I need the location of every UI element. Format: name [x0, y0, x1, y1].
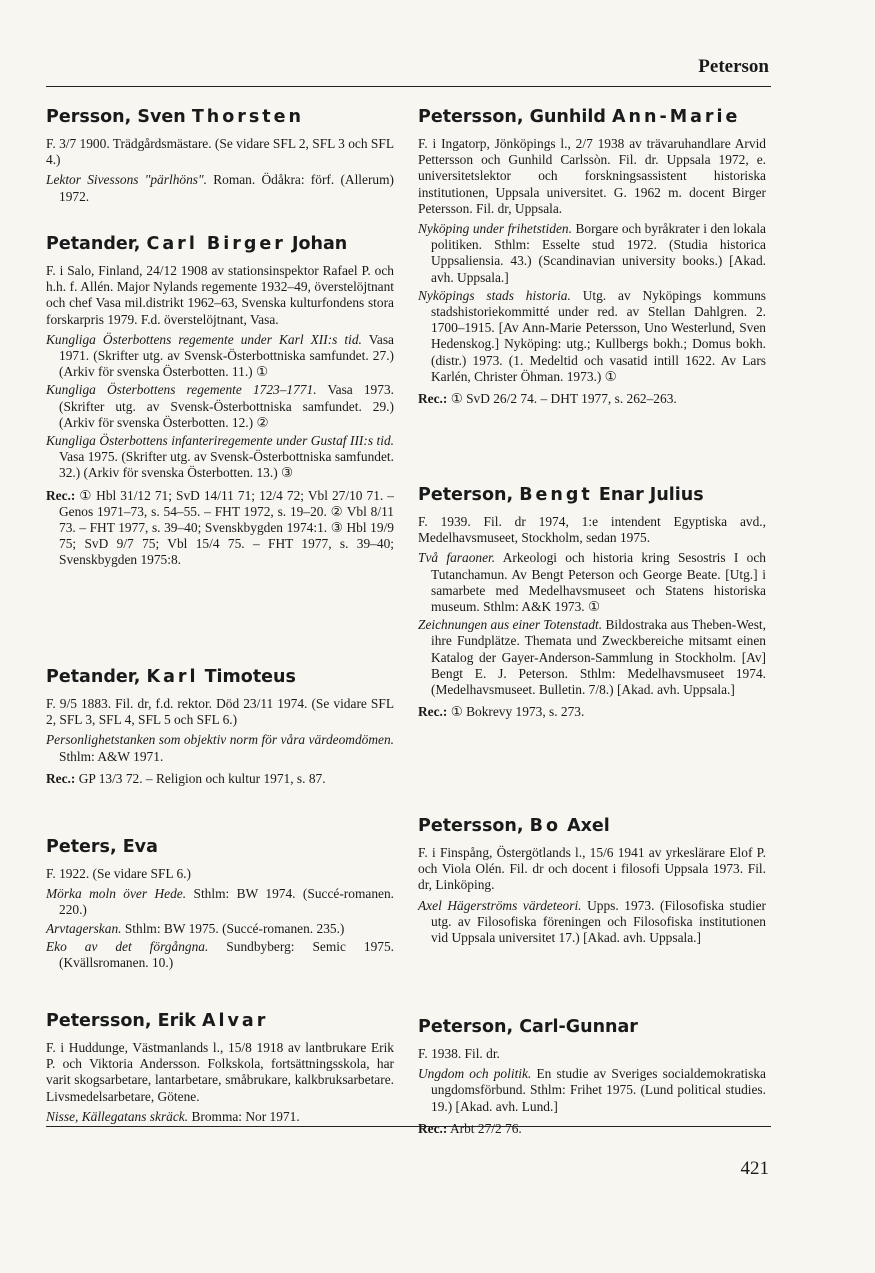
entry-bio: F. i Finspång, Östergötlands l., 15/6 1941 av yrkeslärare Elof P. och Viola Olén. Fil. dr och docent i filosofi Uppsala 1973. Fil. dr, Linköping. [418, 845, 766, 893]
reviews: Rec.: Arbt 27/2 76. [418, 1120, 522, 1136]
work-item: Kungliga Österbottens infanteriregemente under Gustaf III:s tid. Vasa 1975. (Skrifter utg. av Svensk-Österbottniska samfundet. 32.) (Arkiv för svenska Österbotten. 13.) ③ [46, 433, 394, 481]
entry-peters-eva [46, 836, 394, 973]
entry-bio: F. 1939. Fil. dr 1974, 1:e intendent Egyptiska avd., Medelhavsmuseet, Stockholm, sedan 1975. [418, 514, 766, 546]
work-item: Kungliga Österbottens regemente under Karl XII:s tid. Vasa 1971. (Skrifter utg. av Svensk-Österbottniska samfundet. 27.) (Arkiv för svenska Österbotten. 11.) ① [46, 331, 394, 380]
entry-bio: F. 3/7 1900. Trädgårdsmästare. (Se vidare SFL 2, SFL 3 och SFL 4.) [46, 136, 394, 168]
page-number: 421 [740, 1158, 769, 1179]
entry-petander-carl [46, 233, 394, 573]
work-item: Axel Hägerströms värdeteori. Upps. 1973. (Filosofiska studier utg. av Filosofiska föreningen och Filosofiska institutionen vid Uppsala universitet 17.) [Akad. avh. Uppsala.] [418, 897, 767, 946]
entry-peterson-carl-gunnar [418, 1016, 766, 1141]
entry-bio: F. 1922. (Se vidare SFL 6.) [46, 866, 191, 881]
running-head: Peterson [698, 56, 769, 77]
work-item: Eko av det förgångna. Sundbyberg: Semic 1975. (Kvällsromanen. 10.) [46, 938, 395, 971]
bottom-rule [46, 1126, 771, 1127]
entry-bio: F. 9/5 1883. Fil. dr, f.d. rektor. Död 23/11 1974. (Se vidare SFL 2, SFL 3, SFL 4, SFL 5 och SFL 6.) [46, 696, 394, 728]
entry-heading: Peters, Eva [46, 837, 158, 857]
entry-bio: F. i Ingatorp, Jönköpings l., 2/7 1938 av trävaruhandlare Arvid Pettersson och Gunhild Carlssòn. Fil. dr. Uppsala 1972, e. universitetslektor och forskningsassistent historiska institutionen, Uppsala universitet. G. 1962 m. docent Birger Petersson. Fil. dr, Uppsala. [418, 136, 766, 216]
work-item: Kungliga Österbottens regemente 1723–1771. Vasa 1973. (Skrifter utg. av Svensk-Österbottniska samfundet. 29.) (Arkiv för svenska Österbotten. 12.) ② [46, 382, 394, 430]
entry-bio: F. 1938. Fil. dr. [418, 1046, 500, 1061]
entry-peterson-bengt [418, 484, 766, 724]
entry-heading: Peterson, Carl-Gunnar [418, 1017, 638, 1037]
top-rule [46, 86, 771, 87]
reviews: Rec.: ① Bokrevy 1973, s. 273. [418, 704, 585, 720]
entry-petander-karl [46, 666, 394, 791]
entry-bio: F. i Salo, Finland, 24/12 1908 av stationsinspektor Rafael P. och h.h. f. Allén. Major Nylands regemente 1932–49, överstelöjtnant och chef Vasa mil.distrikt 1962–63, Svenska kulturfondens stora forskarpris 1979. F.d. överstelöjtnant, Vasa. [46, 263, 394, 327]
reviews: Rec.: ① SvD 26/2 74. – DHT 1977, s. 262–263. [418, 391, 677, 407]
entry-petersson-erik [46, 1010, 394, 1127]
work-item: Personlighetstanken som objektiv norm för våra värdeomdömen. Sthlm: A&W 1971. [46, 732, 394, 764]
work-item: Arvtagerskan. Sthlm: BW 1975. (Succé-romanen. 235.) [46, 920, 345, 936]
work-item: Nyköping under frihetstiden. Borgare och byråkrater i den lokala politiken. Sthlm: Esselte stud 1972. (Studia historica Uppsaliensia. 43.) (Scandinavian university books.) [Akad. avh. Uppsala.] [418, 221, 767, 285]
entry-heading: Persson, Sven Thorsten [46, 107, 304, 127]
work-item: Nisse, Källegatans skräck. Bromma: Nor 1971. [46, 1108, 300, 1124]
entry-persson-sven [46, 106, 394, 207]
reviews: Rec.: GP 13/3 72. – Religion och kultur 1971, s. 87. [46, 770, 326, 786]
work-item: Mörka moln över Hede. Sthlm: BW 1974. (Succé-romanen. 220.) [46, 886, 395, 918]
work-item: Två faraoner. Arkeologi och historia kring Sesostris I och Tutanchamun. Av Bengt Peterson och George Beate. [Utg.] i samarbete med Medelhavsmuseet och Statens historiska museum. Sthlm: A&K 1973. ① [418, 550, 766, 615]
reviews: Rec.: ① Hbl 31/12 71; SvD 14/11 71; 12/4 72; Vbl 27/10 71. – Genos 1971–73, s. 54–55. – FHT 1972, s. 19–20. ② Vbl 8/11 73. – FHT 1977, s. 39–40; Svenskbygden 1974:1. ③ Hbl 19/9 75; SvD 9/7 75; Vbl 15/4 75. – FHT 1977, s. 39–40; Svenskbygden 1975:8. [46, 487, 394, 568]
entry-petersson-bo [418, 815, 766, 948]
entry-petersson-gunhild [418, 106, 766, 411]
entry-heading: Petersson, Bo Axel [418, 816, 610, 836]
work-item: Ungdom och politik. En studie av Sveriges socialdemokratiska ungdomsförbund. Sthlm: Frihet 1975. (Lund political studies. 19.) [Akad. avh. Lund.] [418, 1066, 766, 1114]
work-item: Zeichnungen aus einer Totenstadt. Bildostraka aus Theben-West, ihre Fundplätze. Themata und Zweckbereiche mitsamt einen Katalog der Gayer-Anderson-Sammlung in Stockholm. [Av] Bengt E. J. Peterson. Sthlm: Medelhavsmuseet 1974. (Medelhavsmuseet. Bulletin. 7/8.) [Akad. avh. Uppsala.] [418, 617, 766, 698]
work-item: Nyköpings stads historia. Utg. av Nyköpings kommuns stadshistoriekommitté under red. av Stellan Dahlgren. 2. 1700–1915. [Av Ann-Marie Petersson, Uno Westerlund, Sven Hedenskog.] Nyköping: utg.; Kullbergs bokh.; Domus bokh. (distr.) 1973. (1. Medeltid och vasatid intill 1622. Av Lars Karlén, Christer Öhman. 1973.) ① [418, 287, 767, 384]
entry-heading: Peterson, Bengt Enar Julius [418, 485, 704, 505]
entry-heading: Petander, Carl Birger Johan [46, 234, 348, 254]
entry-bio: F. i Huddunge, Västmanlands l., 15/8 1918 av lantbrukare Erik P. och Viktoria Andersson. Folkskola, fortsättningsskola, har varit skogsarbetare, lantarbetare, småbrukare, kalkbruksarbetare. Livsmedelsarbetare, Götene. [46, 1040, 394, 1104]
entry-heading: Petander, Karl Timoteus [46, 667, 296, 687]
entry-heading: Petersson, Erik Alvar [46, 1011, 269, 1031]
entry-heading: Petersson, Gunhild Ann-Marie [418, 107, 741, 127]
work-item: Lektor Sivessons "pärlhöns". Roman. Ödåkra: förf. (Allerum) 1972. [46, 172, 394, 204]
